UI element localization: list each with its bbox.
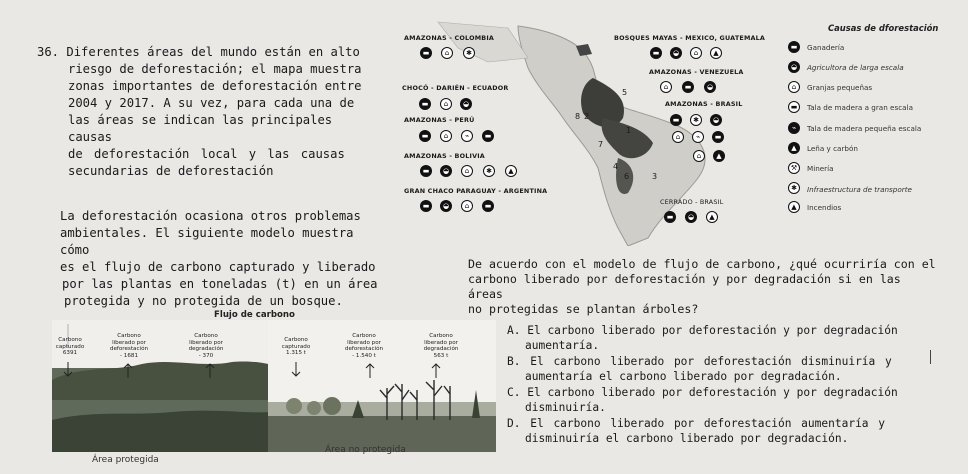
saw-icon: ⌁ — [788, 122, 800, 134]
legend-item: Leña y carbón — [807, 144, 858, 153]
mining-icon: ⚒ — [788, 162, 800, 174]
paragraph-line: protegida y no protegida de un bosque. — [64, 294, 343, 308]
region-label: AMAZONAS - BRASIL — [665, 100, 743, 108]
question-line: 2004 y 2017. A su vez, para cada una de — [68, 96, 355, 110]
legend-item: Minería — [807, 164, 834, 173]
map-number: 8 — [575, 112, 581, 121]
paragraph-line: ambientales. El siguiente modelo muestra cómo — [60, 226, 354, 257]
option-b[interactable] — [507, 354, 927, 384]
margin-mark — [930, 350, 931, 364]
question-text — [37, 44, 382, 180]
saw-icon: ⌁ — [461, 130, 473, 142]
area-protected-label: Área protegida — [92, 455, 159, 465]
truck-icon: ▬ — [650, 47, 662, 59]
protected-degradation-label: Carbono liberado por degradación - 370 — [188, 333, 224, 359]
paragraph-2 — [60, 208, 390, 310]
farm-icon: ⌂ — [440, 98, 452, 110]
option-letter: D. — [507, 417, 521, 430]
protected-deforestation-label: Carbono liberado por deforestación - 1681 — [109, 333, 149, 359]
region-label: AMAZONAS - BOLIVIA — [404, 152, 485, 160]
tractor-icon: ◒ — [788, 61, 800, 73]
region-label: AMAZONAS - PERÚ — [404, 116, 475, 124]
cow-icon: ▬ — [482, 130, 494, 142]
map-number: 2 — [584, 112, 590, 121]
legend-title: Causas de dforestación — [828, 23, 939, 33]
option-letter: B. — [507, 355, 521, 368]
truck-icon: ▬ — [420, 165, 432, 177]
farm-icon: ⌂ — [690, 47, 702, 59]
tractor-icon: ◒ — [704, 81, 716, 93]
protected-captured-label: Carbono capturado 6391 — [55, 337, 85, 356]
flame-icon: ▲ — [706, 211, 718, 223]
option-text: disminuiría el carbono liberado por degradación. — [525, 432, 849, 445]
farm-icon: ⌂ — [461, 200, 473, 212]
tractor-icon: ◒ — [460, 98, 472, 110]
cow-icon: ▬ — [788, 41, 800, 53]
option-d[interactable] — [507, 416, 927, 446]
fire-icon: ▲ — [788, 142, 800, 154]
carbon-flow-title: Flujo de carbono — [214, 310, 295, 320]
farm-icon: ⌂ — [672, 131, 684, 143]
map-number: 1 — [626, 126, 632, 135]
tractor-icon: ◒ — [440, 165, 452, 177]
option-text: El carbono liberado por deforestación y por degradación — [527, 324, 898, 337]
paragraph-line: La deforestación ocasiona otros problemas — [60, 209, 361, 223]
unprotected-captured-label: Carbono capturado 1.315 t — [281, 337, 311, 356]
unprotected-degradation-label: Carbono liberado por degradación 563 t — [423, 333, 459, 359]
flame-icon: ▲ — [713, 150, 725, 162]
region-label: AMAZONAS - COLOMBIA — [404, 34, 495, 42]
map-number: 3 — [652, 172, 658, 181]
truck-icon: ▬ — [420, 47, 432, 59]
farm-icon: ⌂ — [461, 165, 473, 177]
legend-item: Infraestructura de transporte — [807, 185, 912, 194]
region-label: CERRADO - BRASIL — [660, 198, 724, 206]
cow-icon: ▬ — [682, 81, 694, 93]
question-line: riesgo de deforestación; el mapa muestra — [68, 62, 362, 76]
question-prompt — [468, 257, 938, 317]
truck-icon: ▬ — [670, 114, 682, 126]
question-line: las áreas se indican las principales causas — [68, 113, 333, 144]
legend-item: Tala de madera a gran escala — [807, 103, 913, 112]
map-number: 7 — [598, 140, 604, 149]
question-number: 36. — [37, 45, 60, 59]
farm-icon: ⌂ — [788, 81, 800, 93]
region-label: CHOCÓ - DARIÉN - ECUADOR — [402, 84, 509, 92]
option-text: disminuiría. — [525, 401, 606, 414]
farm-icon: ⌂ — [441, 47, 453, 59]
paragraph-line: es el flujo de carbono capturado y liberado — [60, 260, 376, 274]
tractor-icon: ◒ — [440, 200, 452, 212]
truck-icon: ▬ — [419, 130, 431, 142]
prompt-line: De acuerdo con el modelo de flujo de carbono, ¿qué ocurriría con el — [468, 257, 936, 271]
question-line: zonas importantes de deforestación entre — [68, 79, 362, 93]
option-letter: A. — [507, 324, 521, 337]
road-icon: ✱ — [690, 114, 702, 126]
option-text: El carbono liberado por deforestación y por degradación — [527, 386, 898, 399]
option-letter: C. — [507, 386, 521, 399]
farm-icon: ⌂ — [440, 130, 452, 142]
flame-icon: ▲ — [788, 201, 800, 213]
legend-item: Tala de madera pequeña escala — [807, 124, 922, 133]
truck-icon: ▬ — [664, 211, 676, 223]
flame-icon: ▲ — [505, 165, 517, 177]
map-number: 6 — [624, 172, 630, 181]
cow-icon: ▬ — [482, 200, 494, 212]
cow-icon: ▬ — [712, 131, 724, 143]
area-unprotected-label: Área no protegida — [325, 445, 406, 455]
question-line: de deforestación local y las causas — [68, 147, 345, 161]
option-text: aumentaría. — [525, 339, 600, 352]
road-icon: ✱ — [788, 182, 800, 194]
truck-icon: ▬ — [788, 101, 800, 113]
prompt-line: carbono liberado por deforestación y por degradación si en las áreas — [468, 272, 901, 301]
tractor-icon: ◒ — [710, 114, 722, 126]
option-c[interactable] — [507, 385, 927, 415]
tractor-icon: ◒ — [685, 211, 697, 223]
paragraph-line: por las plantas en toneladas (t) en un área — [62, 277, 378, 291]
truck-icon: ▬ — [419, 98, 431, 110]
truck-icon: ▬ — [420, 200, 432, 212]
legend-item: Agricultora de larga escala — [807, 63, 904, 72]
map-number: 4 — [613, 162, 619, 171]
tractor-icon: ◒ — [670, 47, 682, 59]
legend-item: Incendios — [807, 203, 842, 212]
farm-icon: ⌂ — [693, 150, 705, 162]
prompt-line: no protegidas se plantan árboles? — [468, 302, 699, 316]
road-icon: ✱ — [463, 47, 475, 59]
legend-item: Granjas pequeñas — [807, 83, 873, 92]
map-number: 5 — [622, 88, 628, 97]
option-text: El carbono liberado por deforestación disminuiría y — [530, 355, 892, 368]
question-line: secundarias de deforestación — [68, 164, 274, 178]
option-text: El carbono liberado por deforestación aumentaría y — [530, 417, 886, 430]
region-label: GRAN CHACO PARAGUAY - ARGENTINA — [404, 187, 548, 195]
option-text: aumentaría el carbono liberado por degradación. — [525, 370, 842, 383]
region-label: BOSQUES MAYAS - MEXICO, GUATEMALA — [614, 34, 766, 42]
option-a[interactable] — [507, 323, 927, 353]
unprotected-deforestation-label: Carbono liberado por deforestación - 1.540 t — [344, 333, 384, 359]
fire-icon: ▲ — [710, 47, 722, 59]
legend-item: Ganadería — [807, 43, 845, 52]
road-icon: ✱ — [483, 165, 495, 177]
farm-icon: ⌂ — [660, 81, 672, 93]
saw-icon: ⌁ — [692, 131, 704, 143]
region-label: AMAZONAS - VENEZUELA — [649, 68, 744, 76]
question-line: 36. Diferentes áreas del mundo están en alto — [37, 45, 360, 59]
